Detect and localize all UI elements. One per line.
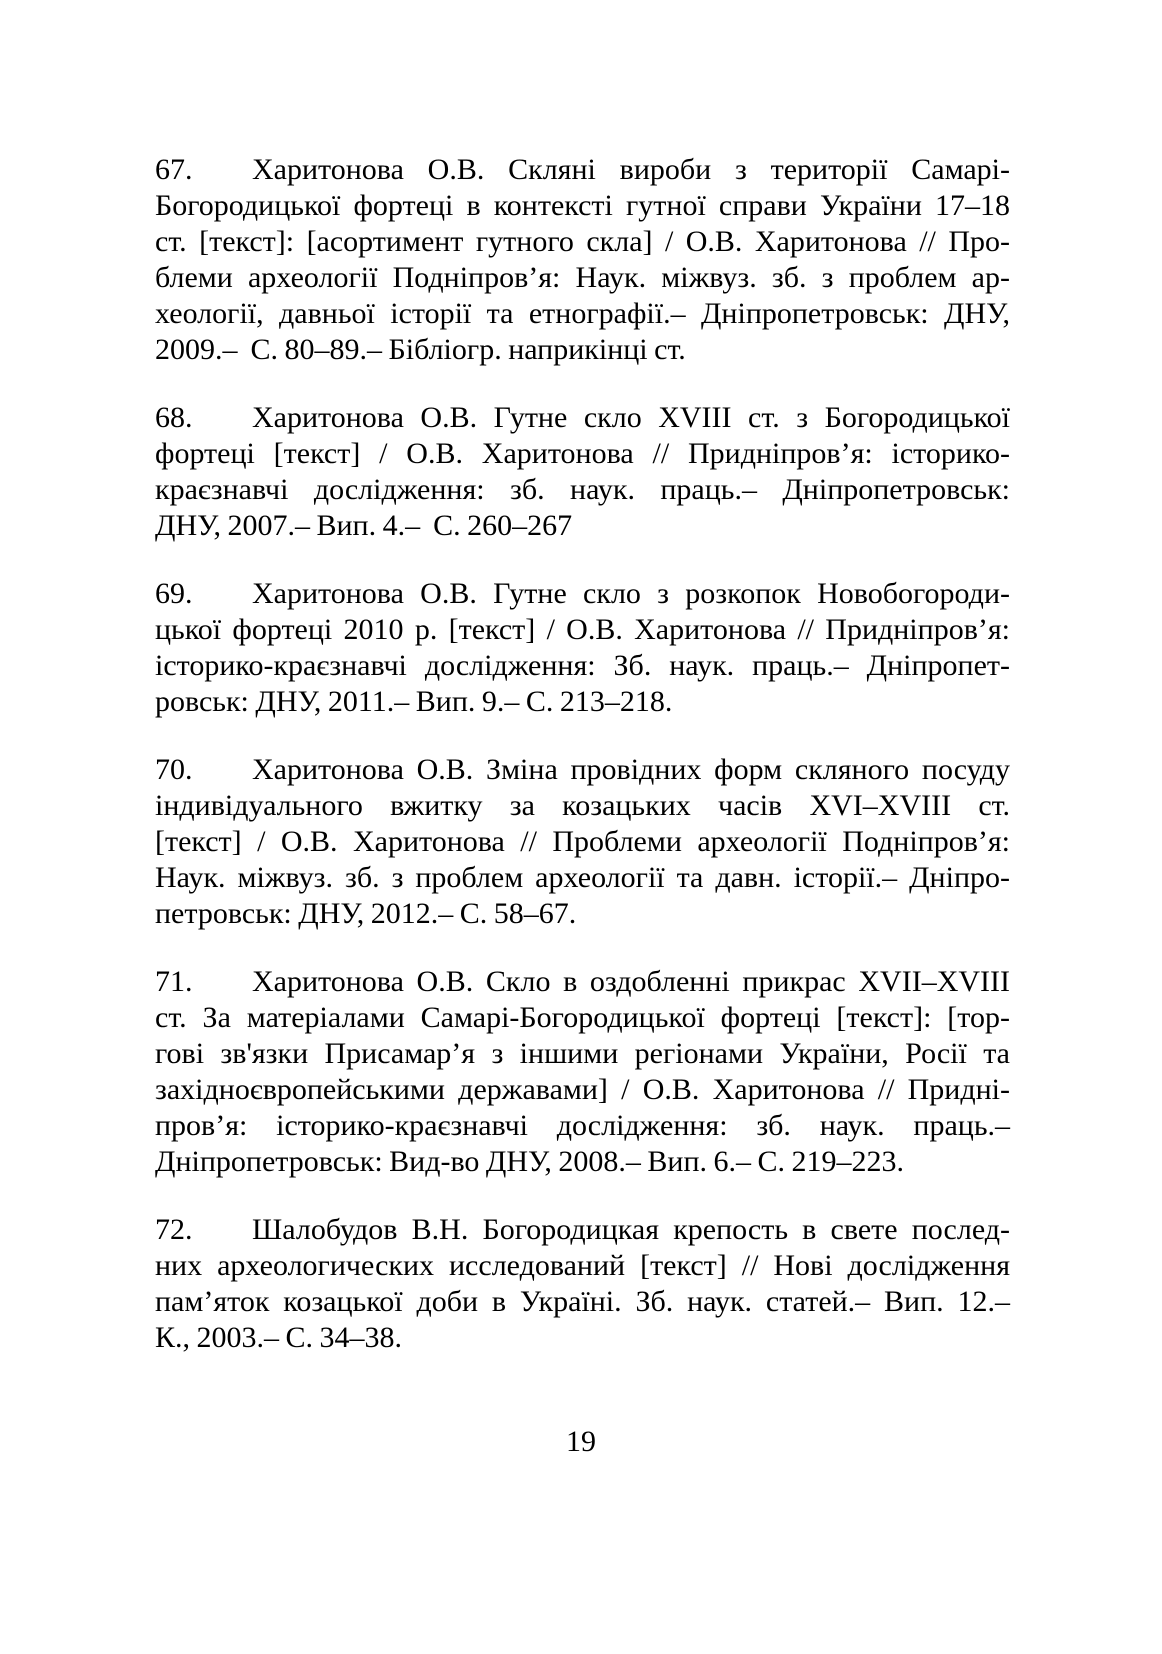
- bibliography-entry: [155, 752, 1010, 932]
- entry-line: краєзнавчі дослідження: зб. наук. праць.– Дніпропетровськ:: [155, 473, 1010, 506]
- entry-line: індивідуального вжитку за козацьких часів XVI–XVIII ст.: [155, 789, 1010, 822]
- entry-line: ДНУ, 2007.– Вип. 4.– С. 260–267: [155, 509, 573, 542]
- entry-first-line: 71. Харитонова О.В. Скло в оздобленні прикрас XVII–XVIII: [155, 965, 1010, 998]
- entry-number: 67.: [155, 153, 193, 186]
- entry-number: 70.: [155, 753, 193, 786]
- entry-line: пам’яток козацької доби в Україні. Зб. наук. статей.– Вип. 12.–: [155, 1285, 1010, 1318]
- entry-line: пров’я: історико-краєзнавчі дослідження: зб. наук. праць.–: [155, 1109, 1010, 1142]
- entry-line: Наук. міжвуз. зб. з проблем археології та давн. історії.– Дніпро-: [155, 861, 1010, 894]
- entry-line: хеології, давньої історії та етнографії.– Дніпропетровськ: ДНУ,: [155, 297, 1010, 330]
- entry-line: них археологических исследований [текст] // Нові дослідження: [155, 1249, 1010, 1282]
- entry-first-line: 70. Харитонова О.В. Зміна провідних форм скляного посуду: [155, 753, 1010, 786]
- entry-line: ст. За матеріалами Самарі-Богородицької фортеці [текст]: [тор-: [155, 1001, 1010, 1034]
- entry-line: К., 2003.– С. 34–38.: [155, 1321, 403, 1354]
- entry-first-line: 67. Харитонова О.В. Скляні вироби з території Самарі-: [155, 153, 1010, 186]
- bibliography-entry: [155, 400, 1010, 544]
- bibliography-entry: [155, 1212, 1010, 1356]
- entry-first-line: 72. Шалобудов В.Н. Богородицкая крепость в свете послед-: [155, 1213, 1010, 1246]
- entry-first-line: 69. Харитонова О.В. Гутне скло з розкопок Новобогороди-: [155, 577, 1010, 610]
- entry-line: [текст] / О.В. Харитонова // Проблеми археології Подніпров’я:: [155, 825, 1010, 858]
- entry-line: історико-краєзнавчі дослідження: Зб. наук. праць.– Дніпропет-: [155, 649, 1010, 682]
- entry-line: західноєвропейськими державами] / О.В. Харитонова // Придні-: [155, 1073, 1010, 1106]
- entry-line: Богородицької фортеці в контексті гутної справи України 17–18: [155, 189, 1010, 222]
- bibliography-entry: [155, 152, 1010, 368]
- entry-line: цької фортеці 2010 р. [текст] / О.В. Харитонова // Придніпров’я:: [155, 613, 1010, 646]
- entry-line: Дніпропетровськ: Вид-во ДНУ, 2008.– Вип. 6.– С. 219–223.: [155, 1145, 905, 1178]
- bibliography-entry: [155, 964, 1010, 1180]
- bibliography-list: [155, 152, 1010, 1356]
- entry-line: 2009.– С. 80–89.– Бібліогр. наприкінці ст.: [155, 333, 686, 366]
- entry-line: блеми археології Подніпров’я: Наук. міжвуз. зб. з проблем ар-: [155, 261, 1010, 294]
- entry-line: ровськ: ДНУ, 2011.– Вип. 9.– С. 213–218.: [155, 685, 673, 718]
- entry-line: фортеці [текст] / О.В. Харитонова // Придніпров’я: історико-: [155, 437, 1010, 470]
- entry-line: ст. [текст]: [асортимент гутного скла] / О.В. Харитонова // Про-: [155, 225, 1010, 258]
- entry-number: 68.: [155, 401, 193, 434]
- entry-number: 69.: [155, 577, 193, 610]
- entry-line: петровськ: ДНУ, 2012.– С. 58–67.: [155, 897, 577, 930]
- entry-number: 72.: [155, 1213, 193, 1246]
- entry-first-line: 68. Харитонова О.В. Гутне скло XVIII ст. з Богородицької: [155, 401, 1010, 434]
- entry-line: гові зв'язки Присамар’я з іншими регіонами України, Росії та: [155, 1037, 1010, 1070]
- bibliography-entry: [155, 576, 1010, 720]
- page-number: 19: [566, 1425, 596, 1458]
- entry-number: 71.: [155, 965, 193, 998]
